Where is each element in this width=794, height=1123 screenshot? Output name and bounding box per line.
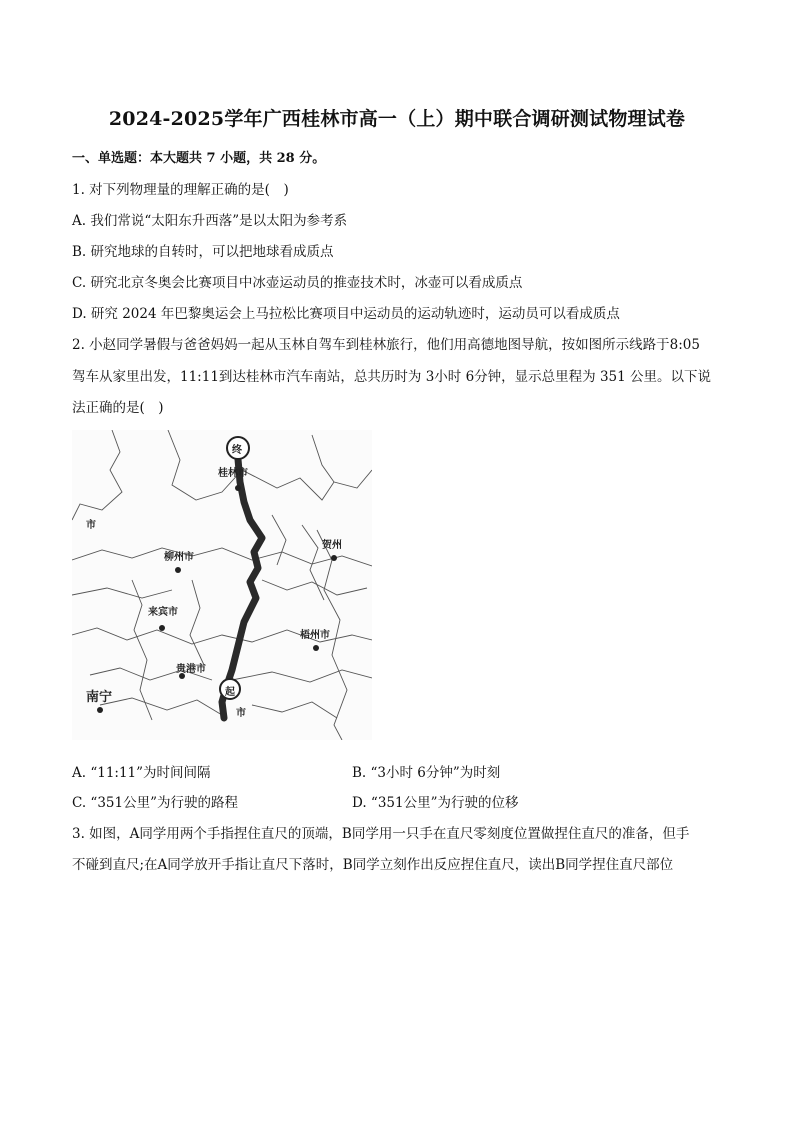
map-label-liuzhou: 柳州市 bbox=[164, 552, 194, 563]
question-1-stem: 1. 对下列物理量的理解正确的是( ) bbox=[72, 182, 289, 198]
map-label-hezhou: 贺州 bbox=[322, 540, 342, 551]
question-1-option-c: C. 研究北京冬奥会比赛项目中冰壶运动员的推壶技术时，冰壶可以看成质点 bbox=[72, 275, 523, 291]
question-2-stem-line-1: 2. 小赵同学暑假与爸爸妈妈一起从玉林自驾车到桂林旅行，他们用高德地图导航，按如图所示线路于8:05 bbox=[72, 337, 700, 353]
question-1-option-b: B. 研究地球的自转时，可以把地球看成质点 bbox=[72, 244, 334, 260]
question-2-option-a: A. “11:11”为时间间隔 bbox=[72, 765, 211, 781]
question-2-option-d: D. “351公里”为行驶的位移 bbox=[352, 795, 519, 811]
question-1-option-d: D. 研究 2024 年巴黎奥运会上马拉松比赛项目中运动员的运动轨迹时，运动员可以看成质点 bbox=[72, 306, 620, 322]
map-label-wuzhou: 梧州市 bbox=[300, 630, 330, 641]
question-2-option-c: C. “351公里”为行驶的路程 bbox=[72, 795, 239, 811]
exam-title: 2024-2025学年广西桂林市高一（上）期中联合调研测试物理试卷 bbox=[108, 108, 686, 130]
map-label-guigang: 贵港市 bbox=[176, 664, 206, 675]
question-2-option-b: B. “3小时 6分钟”为时刻 bbox=[352, 765, 501, 781]
question-1-option-a: A. 我们常说“太阳东升西落”是以太阳为参考系 bbox=[72, 213, 348, 229]
question-2-stem-line-3: 法正确的是( ) bbox=[72, 400, 164, 416]
map-label-laibin: 来宾市 bbox=[148, 607, 178, 618]
map-end-marker: 终 bbox=[232, 445, 242, 456]
question-3-stem-line-2: 不碰到直尺;在A同学放开手指让直尺下落时，B同学立刻作出反应捏住直尺，读出B同学捏住直尺部位 bbox=[72, 857, 674, 873]
map-label-guilin: 桂林市 bbox=[218, 468, 248, 479]
map-label-nanning: 南宁 bbox=[86, 690, 113, 705]
route-map-figure bbox=[72, 430, 372, 740]
map-label-left-edge: 市 bbox=[86, 520, 96, 531]
map-label-yulin: 市 bbox=[236, 708, 246, 719]
question-3-stem-line-1: 3. 如图，A同学用两个手指捏住直尺的顶端，B同学用一只手在直尺零刻度位置做捏住直尺的准备，但手 bbox=[72, 826, 690, 842]
map-start-marker: 起 bbox=[225, 687, 235, 698]
section-heading: 一、单选题：本大题共 7 小题，共 28 分。 bbox=[72, 151, 326, 166]
question-2-stem-line-2: 驾车从家里出发，11:11到达桂林市汽车南站，总共历时为 3小时 6分钟，显示总里程为 351 公里。以下说 bbox=[72, 369, 712, 385]
